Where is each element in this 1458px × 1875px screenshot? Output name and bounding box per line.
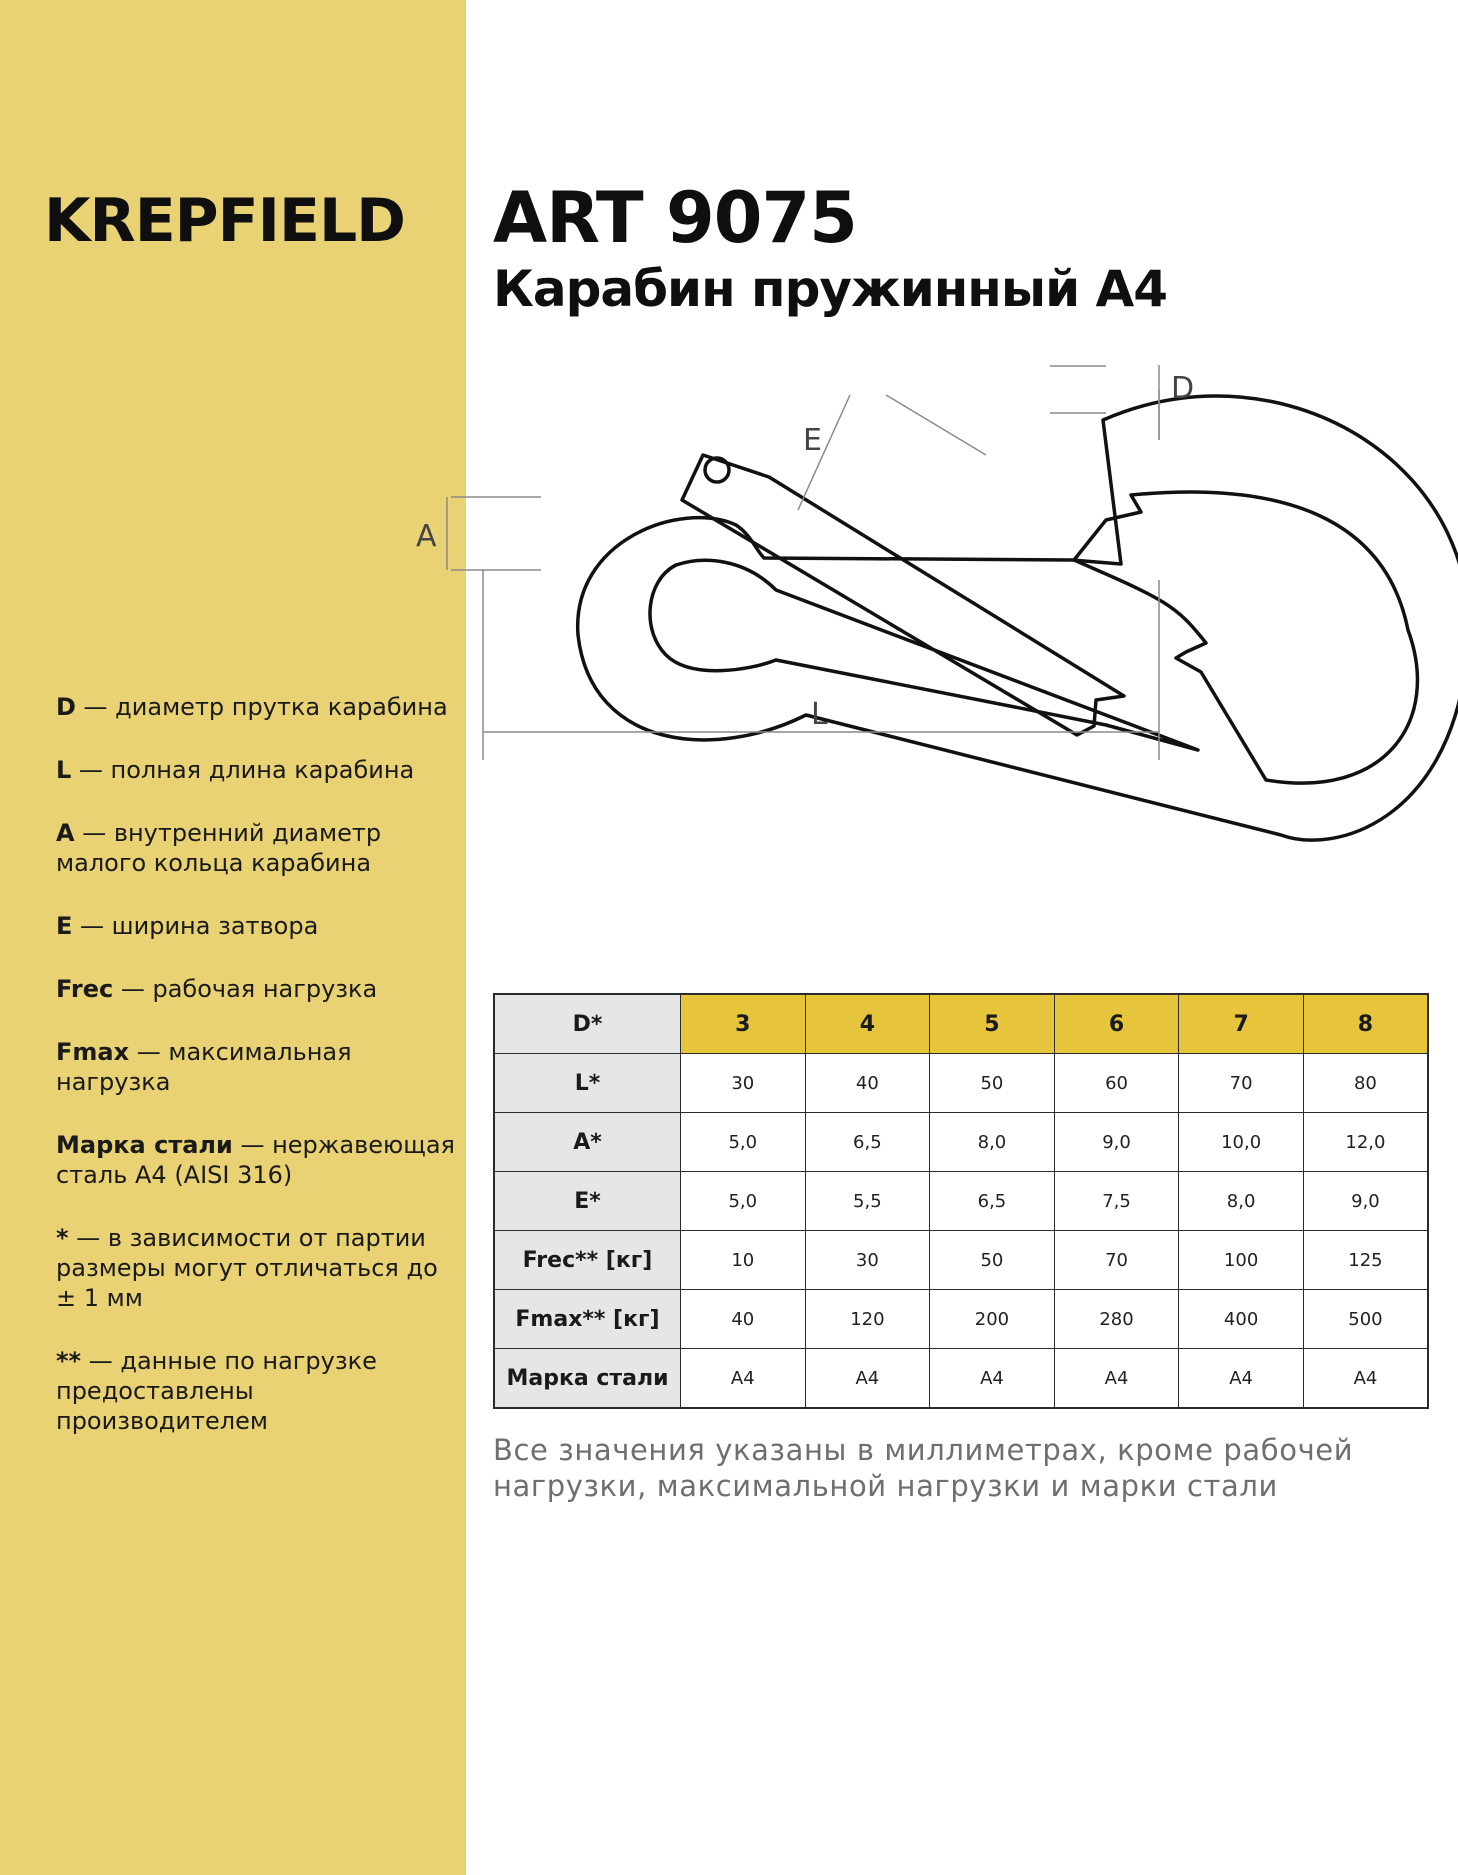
table-cell: 50 [930,1054,1055,1113]
table-row [494,1290,1428,1349]
table-cell: 500 [1303,1290,1428,1349]
dimension-label-a: A [416,519,437,554]
table-cell: 5,5 [805,1172,930,1231]
legend-text: — данные по нагрузке предоставлены производителем [56,1347,377,1435]
product-title: Карабин пружинный A4 [493,260,1167,318]
legend-text: — полная длина карабина [71,756,415,784]
legend-key: L [56,756,72,784]
table-cell: A4 [930,1349,1055,1409]
table-cell: 125 [1303,1231,1428,1290]
legend-text: — в зависимости от партии размеры могут отличаться до ± 1 мм [56,1224,438,1312]
table-header-cell: 7 [1179,994,1304,1054]
table-cell: 30 [805,1231,930,1290]
legend-text: — диаметр прутка карабина [75,693,448,721]
table-cell: 80 [1303,1054,1428,1113]
dimension-label-l: L [811,697,828,732]
table-cell: 70 [1179,1054,1304,1113]
table-cell: 8,0 [930,1113,1055,1172]
table-cell: 8,0 [1179,1172,1304,1231]
table-cell: 40 [681,1290,806,1349]
legend-item-e [56,911,456,941]
table-row-header: E* [494,1172,681,1231]
gate-rivet [705,458,729,482]
sidebar-panel [0,0,466,1875]
table-cell: 40 [805,1054,930,1113]
legend-key: E [56,912,73,940]
legend-text: — максимальная нагрузка [56,1038,352,1096]
table-cell: 280 [1054,1290,1179,1349]
table-row [494,1231,1428,1290]
legend-item-d [56,692,456,722]
dimension-label-d: D [1171,371,1195,406]
table-row [494,1113,1428,1172]
table-cell: 10 [681,1231,806,1290]
table-header-cell: 5 [930,994,1055,1054]
legend-key: ** [56,1347,82,1375]
table-cell: 10,0 [1179,1113,1304,1172]
table-row [494,1054,1428,1113]
table-header-cell: 8 [1303,994,1428,1054]
legend-key: D [56,693,76,721]
table-header-cell: 3 [681,994,806,1054]
legend-item-steel [56,1130,456,1190]
table-cell: 9,0 [1303,1172,1428,1231]
legend-item-fmax [56,1037,456,1097]
legend-key: * [56,1224,69,1252]
units-footnote: Все значения указаны в миллиметрах, кроме рабочей нагрузки, максимальной нагрузки и марки стали [493,1433,1354,1503]
legend-text: — ширина затвора [72,912,319,940]
table-row-header: L* [494,1054,681,1113]
table-cell: A4 [1303,1349,1428,1409]
table-cell: 50 [930,1231,1055,1290]
legend-item-load-source [56,1346,456,1436]
specification-table [493,993,1429,1409]
table-cell: 30 [681,1054,806,1113]
legend-key: Fmax [56,1038,130,1066]
table-cell: 7,5 [1054,1172,1179,1231]
table-row-header: Frec** [кг] [494,1231,681,1290]
table-cell: 5,0 [681,1172,806,1231]
legend-item-a [56,818,456,878]
dimension-label-e: E [803,423,822,458]
table-cell: 100 [1179,1231,1304,1290]
legend-text: — нержавеющая сталь А4 (AISI 316) [56,1131,455,1189]
table-cell: 6,5 [930,1172,1055,1231]
table-cell: 70 [1054,1231,1179,1290]
table-cell: 400 [1179,1290,1304,1349]
legend-text: — внутренний диаметр малого кольца карабина [56,819,382,877]
carabiner-small-loop [650,560,1198,750]
carabiner-drawing [416,371,1458,920]
table-row-header: Марка стали [494,1349,681,1409]
table-cell: 200 [930,1290,1055,1349]
table-cell: 12,0 [1303,1113,1428,1172]
table-cell: 5,0 [681,1113,806,1172]
table-cell: 60 [1054,1054,1179,1113]
table-cell: 9,0 [1054,1113,1179,1172]
table-cell: 6,5 [805,1113,930,1172]
table-cell: A4 [1179,1349,1304,1409]
legend-key: Марка стали [56,1131,233,1159]
carabiner-body [578,396,1458,840]
table-row [494,1172,1428,1231]
legend-item-l [56,755,456,785]
brand-logo: KREPFIELD [44,186,405,256]
table-row-header: D* [494,994,681,1054]
legend-list [56,692,456,1469]
table-header-cell: 6 [1054,994,1179,1054]
article-number: ART 9075 [493,177,857,259]
legend-item-frec [56,974,456,1004]
carabiner-inner-outline [1074,492,1417,783]
table-cell: 120 [805,1290,930,1349]
legend-key: A [56,819,75,847]
legend-text: — рабочая нагрузка [113,975,378,1003]
table-row-header: Fmax** [кг] [494,1290,681,1349]
table-cell: A4 [1054,1349,1179,1409]
legend-key: Frec [56,975,114,1003]
table-row-header: A* [494,1113,681,1172]
table-header-cell: 4 [805,994,930,1054]
table-cell: A4 [805,1349,930,1409]
table-cell: A4 [681,1349,806,1409]
carabiner-gate [682,455,1124,735]
table-row [494,1349,1428,1409]
legend-item-tolerance [56,1223,456,1313]
table-header-row [494,994,1428,1054]
